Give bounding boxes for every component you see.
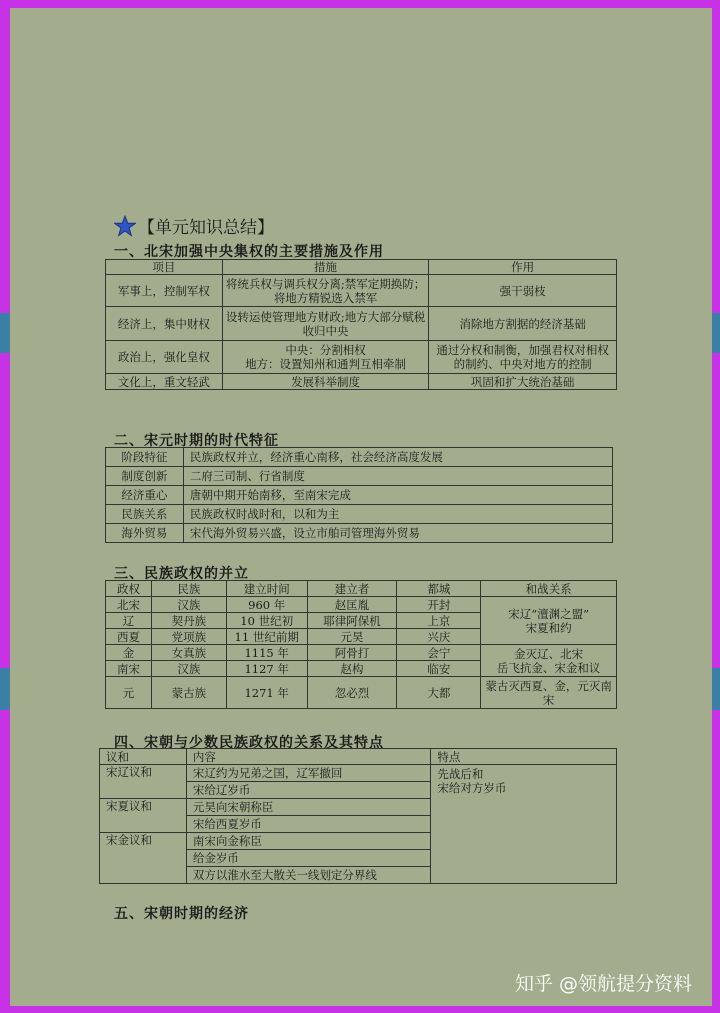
table-3-cell: 辽 [106, 613, 152, 629]
section-2-heading: 二、宋元时期的时代特征 [114, 433, 279, 449]
section-1-heading: 一、北宋加强中央集权的主要措施及作用 [114, 244, 384, 260]
table-3-cell: 金 [106, 645, 152, 661]
table-3-cell: 元昊 [307, 629, 397, 645]
section-3-heading: 三、民族政权的并立 [114, 566, 249, 582]
unit-summary-title [114, 213, 274, 238]
table-3-cell: 阿骨打 [307, 645, 397, 661]
table-3-cell: 1271 年 [226, 677, 307, 709]
table-2-cell: 民族政权时战时和，以和为主 [183, 505, 612, 524]
table-3-header: 建立时间 [226, 581, 307, 597]
table-4-cell: 南宋向金称臣 [186, 833, 431, 850]
table-4-feature: 先战后和 宋给对方岁币 [431, 765, 617, 884]
star-icon [114, 215, 136, 237]
document-page [10, 8, 712, 1006]
table-3-cell: 1115 年 [226, 645, 307, 661]
table-1-cell: 经济上，集中财权 [106, 307, 223, 341]
table-3-header: 民族 [151, 581, 226, 597]
table-3-cell: 1127 年 [226, 661, 307, 677]
watermark: 知乎 @领航提分资料 [514, 973, 692, 995]
table-3-header: 都城 [397, 581, 481, 597]
table-1-cell: 消除地方割据的经济基础 [429, 307, 617, 341]
table-3-cell: 耶律阿保机 [307, 613, 397, 629]
table-4 [99, 748, 617, 884]
table-3-cell: 北宋 [106, 597, 152, 613]
table-3-cell: 汉族 [151, 597, 226, 613]
table-2-label: 民族关系 [106, 505, 184, 524]
table-3-cell: 兴庆 [397, 629, 481, 645]
table-4-cell: 元昊向宋朝称臣 [186, 799, 431, 816]
table-2-label: 海外贸易 [106, 524, 184, 543]
table-4-cell: 宋辽约为兄弟之国，辽军撤回 [186, 765, 431, 782]
table-3-cell: 960 年 [226, 597, 307, 613]
table-3-cell: 汉族 [151, 661, 226, 677]
table-1 [105, 259, 617, 390]
table-4-cell: 双方以淮水至大散关一线划定分界线 [186, 867, 431, 884]
section-4-heading: 四、宋朝与少数民族政权的关系及其特点 [114, 735, 384, 751]
table-3-relation: 宋辽“澶渊之盟” 宋夏和约 [481, 597, 617, 645]
table-3-header: 政权 [106, 581, 152, 597]
table-2-cell: 民族政权并立，经济重心南移，社会经济高度发展 [183, 448, 612, 467]
table-4-header: 内容 [186, 749, 431, 765]
table-3-cell: 元 [106, 677, 152, 709]
table-1-header: 项目 [106, 260, 223, 275]
table-4-header: 特点 [431, 749, 617, 765]
table-3-cell: 11 世纪前期 [226, 629, 307, 645]
table-3-cell: 忽必烈 [307, 677, 397, 709]
table-2-label: 阶段特征 [106, 448, 184, 467]
table-1-cell: 强干弱枝 [429, 275, 617, 307]
table-1-cell: 中央：分割相权 地方：设置知州和通判互相牵制 [222, 341, 429, 374]
table-3-relation: 蒙古灭西夏、金，元灭南宋 [481, 677, 617, 709]
table-4-group-name: 宋金议和 [100, 833, 187, 884]
table-1-header: 作用 [429, 260, 617, 275]
table-1-cell: 文化上，重文轻武 [106, 374, 223, 390]
table-3-cell: 上京 [397, 613, 481, 629]
table-3-cell: 契丹族 [151, 613, 226, 629]
page-title: 【单元知识总结】 [138, 218, 274, 238]
table-4-group-name: 宋夏议和 [100, 799, 187, 833]
table-3-cell: 蒙古族 [151, 677, 226, 709]
table-3 [105, 580, 617, 709]
table-3-cell: 南宋 [106, 661, 152, 677]
table-2 [105, 447, 613, 543]
table-2-label: 制度创新 [106, 467, 184, 486]
left-edge-bar-bottom [0, 668, 10, 710]
table-3-cell: 临安 [397, 661, 481, 677]
table-1-cell: 设转运使管理地方财政;地方大部分赋税收归中央 [222, 307, 429, 341]
section-5-heading: 五、宋朝时期的经济 [114, 906, 249, 922]
table-3-cell: 女真族 [151, 645, 226, 661]
table-3-cell: 赵匡胤 [307, 597, 397, 613]
table-3-cell: 10 世纪初 [226, 613, 307, 629]
table-1-cell: 通过分权和制衡，加强君权对相权的制约、中央对地方的控制 [429, 341, 617, 374]
table-4-group-name: 宋辽议和 [100, 765, 187, 799]
table-2-cell: 唐朝中期开始南移，至南宋完成 [183, 486, 612, 505]
table-1-cell: 政治上，强化皇权 [106, 341, 223, 374]
table-2-cell: 二府三司制、行省制度 [183, 467, 612, 486]
table-4-cell: 宋给辽岁币 [186, 782, 431, 799]
table-1-cell: 发展科举制度 [222, 374, 429, 390]
table-1-header: 措施 [222, 260, 429, 275]
table-3-cell: 大都 [397, 677, 481, 709]
table-4-header: 议和 [100, 749, 187, 765]
table-3-header: 和战关系 [481, 581, 617, 597]
table-3-cell: 党项族 [151, 629, 226, 645]
table-2-label: 经济重心 [106, 486, 184, 505]
table-3-relation: 金灭辽、北宋 岳飞抗金、宋金和议 [481, 645, 617, 677]
table-2-cell: 宋代海外贸易兴盛，设立市舶司管理海外贸易 [183, 524, 612, 543]
table-3-cell: 西夏 [106, 629, 152, 645]
table-4-cell: 给金岁币 [186, 850, 431, 867]
table-4-cell: 宋给西夏岁币 [186, 816, 431, 833]
left-edge-bar-top [0, 313, 10, 353]
table-1-cell: 巩固和扩大统治基础 [429, 374, 617, 390]
table-3-header: 建立者 [307, 581, 397, 597]
table-1-cell: 军事上，控制军权 [106, 275, 223, 307]
table-1-cell: 将统兵权与调兵权分离;禁军定期换防；将地方精锐选入禁军 [222, 275, 429, 307]
table-3-cell: 赵构 [307, 661, 397, 677]
table-3-cell: 开封 [397, 597, 481, 613]
table-3-cell: 会宁 [397, 645, 481, 661]
